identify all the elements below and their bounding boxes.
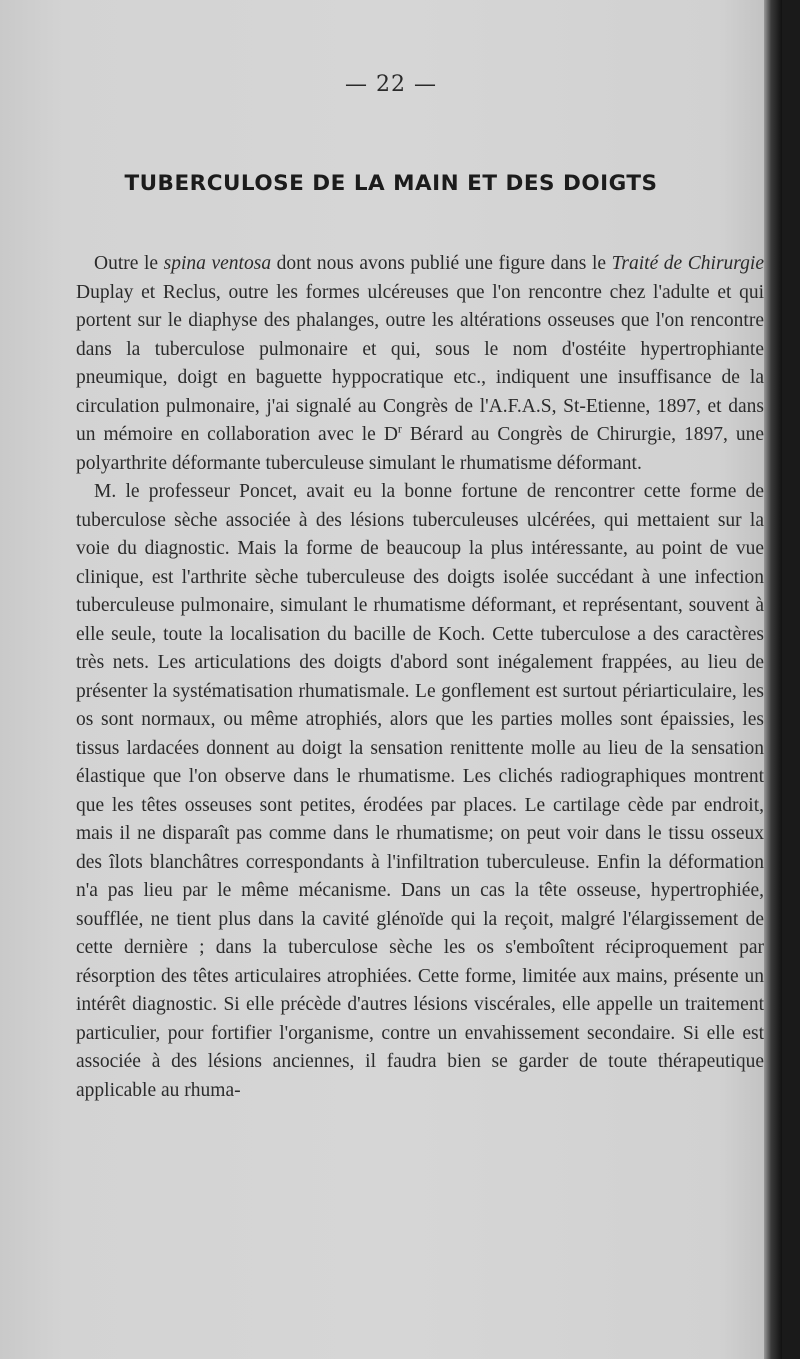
paragraph-2: M. le professeur Poncet, avait eu la bonne fortune de rencontrer cette forme de tuberculose sèche associée à des lésions tuberculeuses ulcérées, qui mettaient sur la voie du diagnostic. Mais la forme de beaucoup la plus intéressante, au point de vue clinique, est l'arthrite sèche tuberculeuse des doigts isolée succédant à une infection tuberculeuse pulmonaire, simulant le rhumatisme déformant, et représentant, souvent à elle seule, toute la localisation du bacille de Koch. Cette tuberculose a des caractères très nets. Les articulations des doigts d'abord sont inégalement frappées, au lieu de présenter la systématisation rhumatismale. Le gonflement est surtout périarticulaire, les os sont normaux, ou même atrophiés, alors que les parties molles sont épaissies, les tissus lardacées donnent au doigt la sensation renittente molle au lieu de la sensation élastique que l'on observe dans le rhumatisme. Les clichés radiographiques montrent que les têtes osseuses sont petites, érodées par places. Le cartilage cède par endroit, mais il ne disparaît pas comme dans le rhumatisme; on peut voir dans le tissu osseux des îlots blanchâtres correspondants à l'infiltration tuberculeuse. Enfin la déformation n'a pas lieu par le même mécanisme. Dans un cas la tête osseuse, hypertrophiée, soufflée, ne tient plus dans la cavité glénoïde qui la reçoit, malgré l'élargissement de cette dernière ; dans la tuberculose sèche les os s'emboîtent réciproquement par résorption des têtes articulaires atrophiées. Cette forme, limitée aux mains, présente un intérêt diagnostic. Si elle précède d'autres lésions viscérales, elle appelle un traitement particulier, pour fortifier l'organisme, contre un envahissement secondaire. Si elle est associée à des lésions anciennes, il faudra bien se garder de toute thérapeutique applicable au rhuma- xyxy=(76,481,764,1101)
p1-text-1: Outre le xyxy=(94,253,164,274)
chapter-title: TUBERCULOSE DE LA MAIN ET DES DOIGTS xyxy=(124,171,658,196)
body-text xyxy=(76,250,764,1105)
p1-superscript: r xyxy=(397,421,402,436)
p1-text-3: Duplay et Reclus, outre les formes ulcéreuses que l'on rencontre chez l'adulte et qui portent sur le diaphyse des phalanges, outre les altérations osseuses que l'on rencontre dans la tuberculose pulmonaire et qui, sous le nom d'ostéite hypertrophiante pneumique, doigt en baguette hyppocratique etc., indiquent une insuffisance de la circulation pulmonaire, j'ai signalé au Congrès de l'A.F.A.S, St-Etienne, 1897, et dans un mémoire en collaboration avec le D xyxy=(76,281,764,445)
page-number: — 22 — xyxy=(345,72,437,97)
p1-italic-spina-ventosa: spina ventosa xyxy=(163,253,272,274)
p1-text-2: dont nous avons publié une figure dans le xyxy=(271,253,612,274)
p1-text-4: Bérard au Congrès de Chirurgie, 1897, une polyarthrite déformante tuberculeuse simulant le rhumatisme déformant. xyxy=(76,424,764,474)
paragraph-1 xyxy=(76,250,764,478)
page-edge-shadow xyxy=(764,0,782,1359)
p1-italic-traite: Traité de Chirurgie xyxy=(611,253,764,274)
